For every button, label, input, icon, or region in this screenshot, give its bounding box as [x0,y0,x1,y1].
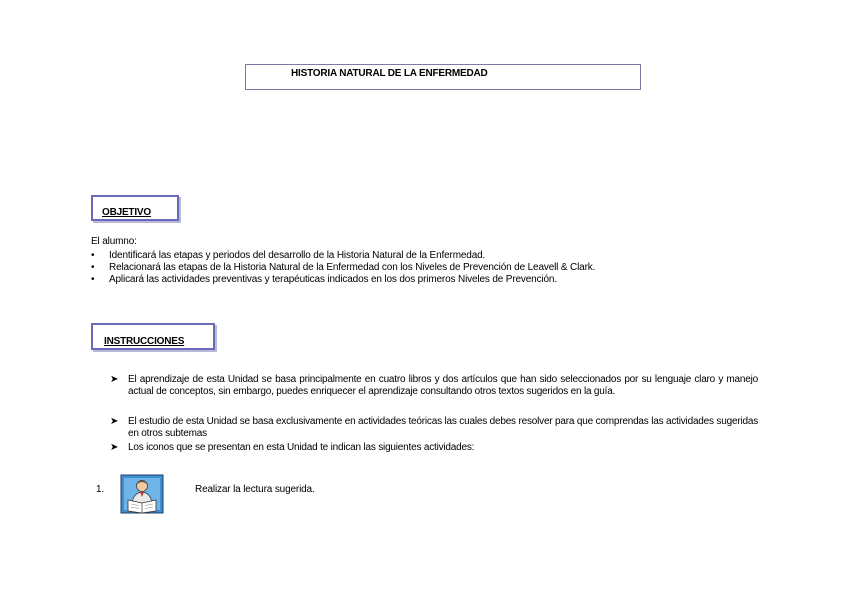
icon-list-number: 1. [96,484,105,495]
list-item-text: Aplicará las actividades preventivas y terapéuticas indicados en los dos primeros Niveles de Prevención. [109,274,557,285]
list-item [91,262,731,274]
reading-person-icon [120,474,164,514]
instrucciones-heading-box [91,323,215,350]
instrucciones-heading: INSTRUCCIONES [104,336,185,347]
objetivo-heading: OBJETIVO [102,207,151,218]
objetivo-heading-box [91,195,179,221]
list-item [91,250,731,262]
list-item [91,274,731,286]
list-item-text: El estudio de esta Unidad se basa exclusivamente en actividades teóricas las cuales debes resolver para que comprendas las actividades sugeridas en otros subtemas [128,416,758,440]
objetivo-list [91,250,731,286]
list-item-text: Identificará las etapas y periodos del desarrollo de la Historia Natural de la Enfermedad. [109,250,486,261]
list-item-text: Los iconos que se presentan en esta Unidad te indican las siguientes actividades: [128,442,475,453]
bullet-icon: • [91,274,95,285]
arrow-bullet-icon: ➤ [110,416,119,427]
bullet-icon: • [91,262,95,273]
arrow-bullet-icon: ➤ [110,442,119,453]
bullet-icon: • [91,250,95,261]
list-item-text: Relacionará las etapas de la Historia Natural de la Enfermedad con los Niveles de Prevención de Leavell & Clark. [109,262,596,273]
arrow-bullet-icon: ➤ [110,374,119,385]
document-title: HISTORIA NATURAL DE LA ENFERMEDAD [291,68,488,79]
objetivo-intro: El alumno: [91,236,137,247]
icon-list-text: Realizar la lectura sugerida. [195,484,315,495]
title-box [245,64,641,90]
list-item-text: El aprendizaje de esta Unidad se basa principalmente en cuatro libros y dos artículos que han sido seleccionados por su lenguaje claro y manejo actual de conceptos, sin embargo, puedes enriquecer el aprendizaje consultando otros textos sugeridos en la guía. [128,374,758,398]
